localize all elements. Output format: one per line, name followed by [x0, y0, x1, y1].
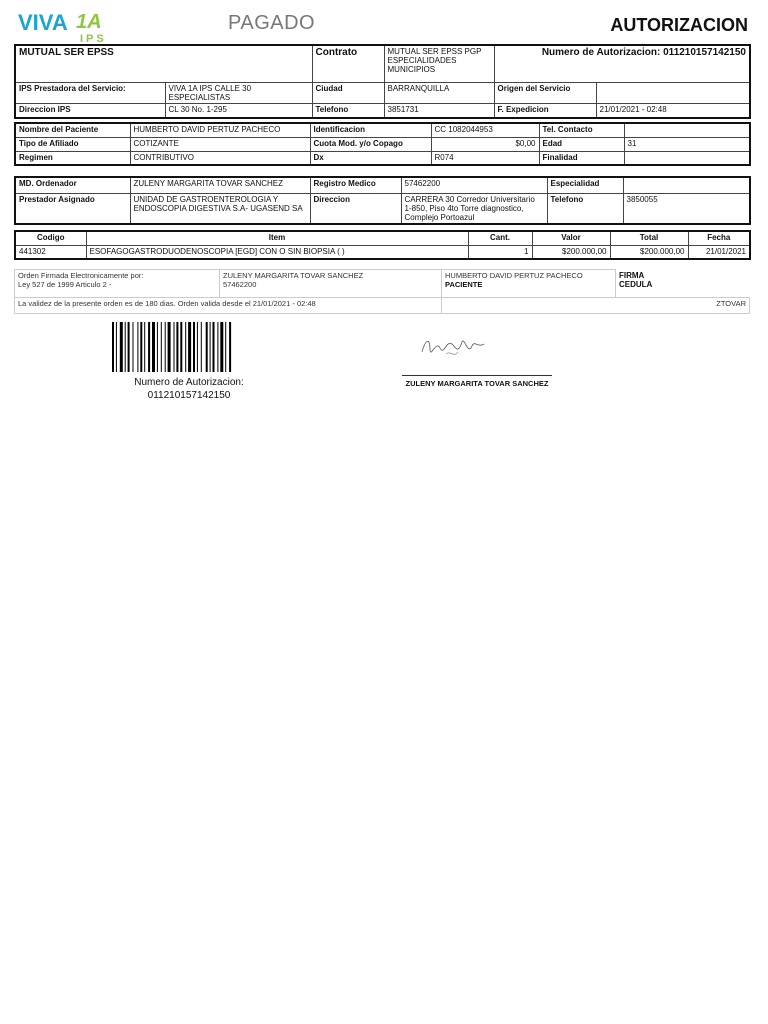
tel-contacto-value — [624, 123, 750, 137]
prestador-telefono-label: Telefono — [547, 193, 623, 224]
cuota-value: $0,00 — [431, 137, 539, 151]
row-fecha: 21/01/2021 — [688, 245, 750, 259]
registro-medico-label: Registro Medico — [310, 177, 401, 193]
regimen-value: CONTRIBUTIVO — [130, 151, 310, 165]
row-total: $200.000,00 — [610, 245, 688, 259]
patient-name: HUMBERTO DAVID PERTUZ PACHECO — [445, 271, 583, 280]
user-code: ZTOVAR — [442, 298, 750, 314]
col-valor: Valor — [532, 231, 610, 245]
firmada-electronicamente — [15, 270, 220, 298]
col-codigo: Codigo — [15, 231, 86, 245]
barcode-number: 011210157142150 — [147, 390, 231, 401]
handwritten-signature — [418, 330, 488, 364]
eps-name: MUTUAL SER EPSS — [15, 45, 312, 82]
dx-label: Dx — [310, 151, 431, 165]
status-paid: PAGADO — [228, 12, 316, 34]
identificacion-value: CC 1082044953 — [431, 123, 539, 137]
col-cant: Cant. — [468, 231, 532, 245]
ciudad-value: BARRANQUILLA — [384, 82, 494, 103]
firmada-line2: Ley 527 de 1999 Articulo 2 - — [18, 280, 112, 289]
md-ordenador-label: MD. Ordenador — [15, 177, 130, 193]
col-total: Total — [610, 231, 688, 245]
nombre-paciente-value: HUMBERTO DAVID PERTUZ PACHECO — [130, 123, 310, 137]
logo-viva-text: VIVA — [18, 10, 68, 35]
doctor-name: ZULENY MARGARITA TOVAR SANCHEZ — [223, 271, 364, 280]
telefono-label: Telefono — [312, 103, 384, 118]
dx-value: R074 — [431, 151, 539, 165]
authorization-number: Numero de Autorizacion: 011210157142150 — [494, 45, 750, 82]
md-ordenador-value: ZULENY MARGARITA TOVAR SANCHEZ — [130, 177, 310, 193]
direccion-ips-label: Direccion IPS — [15, 103, 165, 118]
cuota-label: Cuota Mod. y/o Copago — [310, 137, 431, 151]
viva-1a-ips-logo — [18, 8, 118, 44]
provider-block — [14, 176, 751, 225]
especialidad-label: Especialidad — [547, 177, 623, 193]
validez-text: La validez de la presente orden es de 180 dias. Orden valida desde el 21/01/2021 - 02:48 — [15, 298, 442, 314]
tipo-afiliado-value: COTIZANTE — [130, 137, 310, 151]
doctor-info — [220, 270, 442, 298]
edad-value: 31 — [624, 137, 750, 151]
ciudad-label: Ciudad — [312, 82, 384, 103]
col-fecha: Fecha — [688, 231, 750, 245]
firma-cedula — [616, 270, 750, 298]
identificacion-label: Identificacion — [310, 123, 431, 137]
origen-label: Origen del Servicio — [494, 82, 596, 103]
origen-value — [596, 82, 750, 103]
document-title: AUTORIZACION — [610, 15, 748, 35]
signature-info-block — [14, 269, 750, 314]
edad-label: Edad — [539, 137, 624, 151]
finalidad-label: Finalidad — [539, 151, 624, 165]
barcode — [112, 322, 266, 372]
especialidad-value — [623, 177, 750, 193]
telefono-value: 3851731 — [384, 103, 494, 118]
row-item: ESOFAGOGASTRODUODENOSCOPIA [EGD] CON O SIN BIOPSIA ( ) — [86, 245, 468, 259]
ips-value: VIVA 1A IPS CALLE 30 ESPECIALISTAS — [165, 82, 312, 103]
direccion-ips-value: CL 30 No. 1-295 — [165, 103, 312, 118]
direccion-label: Direccion — [310, 193, 401, 224]
fexp-value: 21/01/2021 - 02:48 — [596, 103, 750, 118]
ips-label: IPS Prestadora del Servicio: — [15, 82, 165, 103]
patient-label: PACIENTE — [445, 280, 483, 289]
firmada-line1: Orden Firmada Electronicamente por: — [18, 271, 144, 280]
cedula-label: CEDULA — [619, 279, 653, 289]
finalidad-value — [624, 151, 750, 165]
tel-contacto-label: Tel. Contacto — [539, 123, 624, 137]
row-codigo: 441302 — [15, 245, 86, 259]
row-valor: $200.000,00 — [532, 245, 610, 259]
row-cant: 1 — [468, 245, 532, 259]
nombre-paciente-label: Nombre del Paciente — [15, 123, 130, 137]
signature-name: ZULENY MARGARITA TOVAR SANCHEZ — [405, 379, 549, 388]
items-table — [14, 230, 751, 260]
doctor-registro: 57462200 — [223, 280, 257, 289]
signature-line — [402, 375, 552, 376]
tipo-afiliado-label: Tipo de Afiliado — [15, 137, 130, 151]
prestador-value: UNIDAD DE GASTROENTEROLOGIA Y ENDOSCOPIA DIGESTIVA S.A- UGASEND SA — [130, 193, 310, 224]
prestador-telefono-value: 3850055 — [623, 193, 750, 224]
regimen-label: Regimen — [15, 151, 130, 165]
logo-ips-text: IPS — [80, 33, 107, 44]
contrato-value: MUTUAL SER EPSS PGP ESPECIALIDADES MUNICIPIOS — [384, 45, 494, 82]
contrato-label: Contrato — [312, 45, 384, 82]
items-header-row — [15, 231, 750, 245]
logo-1a-text: 1A — [76, 11, 102, 33]
prestador-label: Prestador Asignado — [15, 193, 130, 224]
firma-label: FIRMA — [619, 270, 645, 280]
authorization-block — [14, 44, 751, 119]
table-row — [15, 245, 750, 259]
col-item: Item — [86, 231, 468, 245]
direccion-value: CARRERA 30 Corredor Universitario 1-850, Piso 4to Torre diagnostico, Complejo Portoazul — [401, 193, 547, 224]
fexp-label: F. Expedicion — [494, 103, 596, 118]
registro-medico-value: 57462200 — [401, 177, 547, 193]
patient-info — [442, 270, 616, 298]
barcode-label: Numero de Autorizacion: — [134, 377, 244, 388]
patient-block — [14, 122, 751, 166]
